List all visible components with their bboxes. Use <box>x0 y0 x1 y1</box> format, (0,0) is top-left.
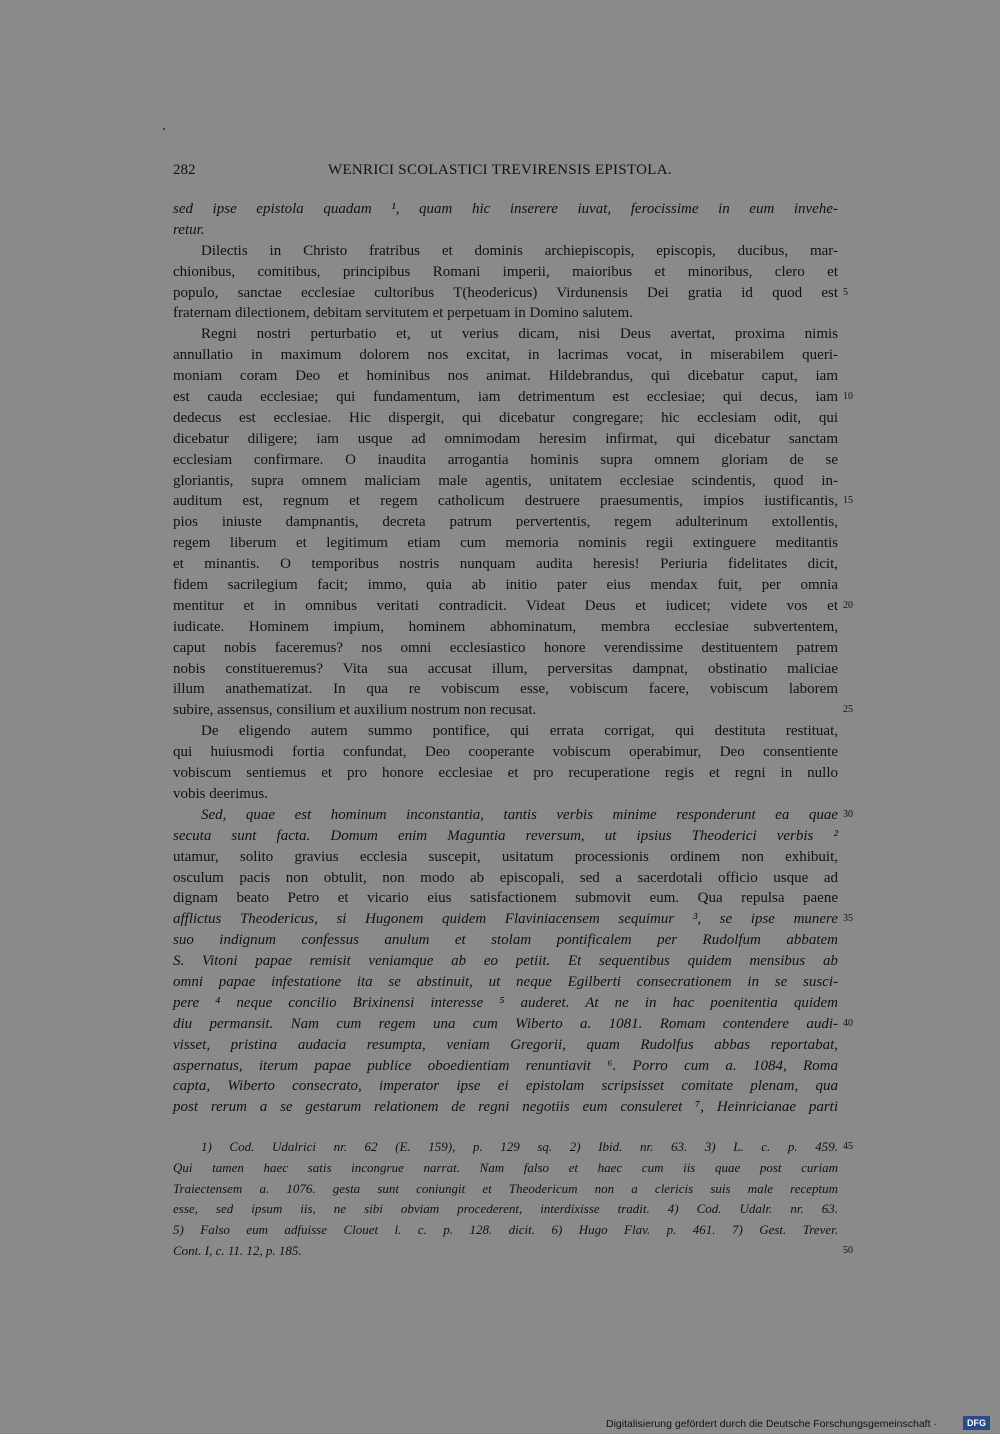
text-line <box>173 993 838 1014</box>
line-number: 25 <box>843 704 853 716</box>
line-text: qui huiusmodi fortia confundat, Deo cooperante vobiscum operabimur, Deo consentiente <box>173 744 838 761</box>
line-text: Sed, quae est hominum inconstantia, tantis verbis minime responderunt ea quae <box>201 806 838 823</box>
text-line <box>173 951 838 972</box>
text-line <box>173 930 838 951</box>
footnotes <box>173 1137 853 1262</box>
line-text: annullatio in maximum dolorem nos excitat, in lacrimas vocat, in miserabilem queri- <box>173 347 838 364</box>
dfg-credit: Digitalisierung gefördert durch die Deutsche Forschungsgemeinschaft · <box>606 1418 937 1430</box>
text-line <box>173 638 838 659</box>
text-line <box>173 220 838 241</box>
line-number: 10 <box>843 391 853 403</box>
footnote-line <box>173 1137 853 1158</box>
text-line <box>173 1035 838 1056</box>
text-line <box>173 742 838 763</box>
speck <box>163 128 165 130</box>
text-line <box>173 324 838 345</box>
line-number: 35 <box>843 913 853 925</box>
text-line <box>173 1056 838 1077</box>
line-text: pios iniuste dampnantis, decreta patrum pervertentis, regem adulterinum extollentis, <box>173 514 838 531</box>
line-text: aspernatus, iterum papae publice oboedientiam renuntiavit ⁶. Porro cum a. 1084, Roma <box>173 1057 838 1074</box>
line-text: visset, pristina audacia resumpta, veniam Gregorii, quam Rudolfus abbas reportabat, <box>173 1036 838 1053</box>
text-line <box>173 575 838 596</box>
line-text: auditum est, regnum et regem catholicum destruere praesumentis, impios iustificantis, <box>173 493 838 510</box>
line-text: Qui tamen haec satis incongrue narrat. Nam falso et haec cum iis quae post curiam <box>173 1159 838 1175</box>
text-line <box>173 617 838 638</box>
text-line <box>173 366 838 387</box>
line-text: Dilectis in Christo fratribus et dominis archiepiscopis, episcopis, ducibus, mar- <box>201 242 838 259</box>
footnote-line <box>173 1220 838 1241</box>
line-text: subire, assensus, consilium et auxilium nostrum non recusat. <box>173 702 537 719</box>
text-line <box>173 554 838 575</box>
line-text: 5) Falso eum adfuisse Clouet l. c. p. 128. dicit. 6) Hugo Flav. p. 461. 7) Gest. Trever. <box>173 1222 838 1238</box>
text-line <box>173 888 838 909</box>
line-text: populo, sanctae ecclesiae cultoribus T(heodericus) Virdunensis Dei gratia id quod est <box>173 284 838 301</box>
text-line <box>173 763 838 784</box>
text-line <box>173 721 838 742</box>
text-line <box>173 1076 838 1097</box>
line-text: esse, sed ipsum iis, ne sibi obviam procederent, interdixisse tradit. 4) Cod. Udalr. nr. 63. <box>173 1201 838 1217</box>
running-title: WENRICI SCOLASTICI TREVIRENSIS EPISTOLA. <box>328 162 672 178</box>
text-line <box>173 909 853 930</box>
line-number: 20 <box>843 599 853 611</box>
line-text: vobiscum sentiemus et pro honore ecclesiae et pro recuperatione regis et regni in nullo <box>173 765 838 782</box>
line-text: gloriantis, supra omnem maliciam male agentis, unitatem ecclesiae scindentis, quod in- <box>173 472 838 489</box>
line-number: 45 <box>843 1141 853 1152</box>
page-header <box>173 162 838 184</box>
text-line <box>173 868 838 889</box>
text-line <box>173 408 838 429</box>
line-text: Cont. I, c. 11. 12, p. 185. <box>173 1242 302 1258</box>
text-line <box>173 471 838 492</box>
text-line <box>173 659 838 680</box>
text-line <box>173 847 838 868</box>
line-text: et minantis. O temporibus nostris nunquam audita heresis! Periuria fidelitates dicit, <box>173 556 838 573</box>
line-text: vobis deerimus. <box>173 785 268 802</box>
text-line <box>173 450 838 471</box>
line-number: 40 <box>843 1017 853 1029</box>
line-number: 15 <box>843 495 853 507</box>
text-line <box>173 826 838 847</box>
text-line <box>173 303 838 324</box>
line-text: dignam beato Petro et vicario eius satisfactionem submovit eum. Qua repulsa paene <box>173 890 838 907</box>
text-line <box>173 387 853 408</box>
line-text: caput nobis faceremus? nos omni ecclesiastico honore verendissime destituentem patrem <box>173 639 838 656</box>
line-number: 50 <box>843 1244 853 1256</box>
line-text: chionibus, comitibus, principibus Romani imperii, maioribus et minoribus, clero et <box>173 263 838 280</box>
line-text: suo indignum confessus anulum et stolam pontificalem per Rudolfum abbatem <box>173 932 838 949</box>
text-line <box>173 533 838 554</box>
line-text: Traiectensem a. 1076. gesta sunt coniungit et Theodericum non a clericis suis male receptum <box>173 1180 838 1196</box>
line-number: 5 <box>843 286 848 298</box>
text-line <box>173 241 838 262</box>
text-line <box>173 491 853 512</box>
line-text: retur. <box>173 221 205 238</box>
line-text: fidem sacrilegium facit; immo, quia ab initio pater eius mendax fuit, per omnia <box>173 577 838 594</box>
line-text: osculum pacis non obtulit, non modo ab episcopali, sed a sacerdotali officio usque ad <box>173 869 838 886</box>
text-line <box>173 596 853 617</box>
text-line <box>173 199 838 220</box>
line-text: mentitur et in omnibus veritati contradicit. Videat Deus et iudicet; videte vos et <box>173 597 838 614</box>
text-line <box>173 972 838 993</box>
footnote-line <box>173 1179 838 1200</box>
line-text: post rerum a se gestarum relationem de regni negotiis eum consuleret ⁷, Heinricianae parti <box>173 1099 838 1116</box>
line-text: utamur, solito gravius ecclesia suscepit, usitatum processionis ordinem non exhibuit, <box>173 848 838 865</box>
line-text: sed ipse epistola quadam ¹, quam hic inserere iuvat, ferocissime in eum invehe- <box>173 201 838 217</box>
line-text: S. Vitoni papae remisit veniamque ab eo petiit. Et sequentibus quidem mensibus ab <box>173 953 838 970</box>
text-line <box>173 784 838 805</box>
line-text: illum anathematizat. In qua re vobiscum esse, vobiscum facere, vobiscum laborem <box>173 681 838 698</box>
footnote-line <box>173 1241 853 1262</box>
line-text: pere ⁴ neque concilio Brixinensi interesse ⁵ auderet. At ne in hac poenitentia quidem <box>173 994 838 1011</box>
line-text: Regni nostri perturbatio et, ut verius dicam, nisi Deus avertat, proxima nimis <box>201 326 838 343</box>
dfg-logo-icon: DFG <box>963 1416 990 1430</box>
line-text: iudicate. Hominem impium, hominem abhominatum, membra ecclesiae subvertentem, <box>173 618 838 635</box>
footnote-line <box>173 1158 838 1179</box>
line-text: fraternam dilectionem, debitam servitutem et perpetuam in Domino salutem. <box>173 305 633 322</box>
page-number: 282 <box>173 162 196 178</box>
text-line <box>173 283 848 304</box>
line-text: moniam coram Deo et hominibus nos animat. Hildebrandus, qui dicebatur caput, iam <box>173 368 838 385</box>
line-text: est cauda ecclesiae; qui fundamentum, iam detrimentum est ecclesiae; qui decus, iam <box>173 389 838 406</box>
line-text: regem liberum et legitimum etiam cum memoria nominis regii extinguere meditantis <box>173 535 838 552</box>
line-text: dicebatur diligere; iam usque ad omnimodam heresim infirmat, qui dicebatur sanctam <box>173 430 838 447</box>
line-text: afflictus Theodericus, si Hugonem quidem Flaviniacensem sequimur ³, se ipse munere <box>173 911 838 928</box>
line-text: dedecus est ecclesiae. Hic dispergit, qui dicebatur congregare; hic ecclesiam odit, qui <box>173 409 838 426</box>
text-line <box>173 1097 838 1118</box>
text-line <box>173 262 838 283</box>
line-text: De eligendo autem summo pontifice, qui errata corrigat, qui destituta restituat, <box>201 723 838 740</box>
line-text: ecclesiam confirmare. O inaudita arrogantia hominis supra omnem gloriam de se <box>173 451 838 468</box>
line-number: 30 <box>843 808 853 820</box>
footnote-line <box>173 1199 838 1220</box>
text-line <box>173 679 838 700</box>
body-text <box>173 199 853 1118</box>
line-text: diu permansit. Nam cum regem una cum Wiberto a. 1081. Romam contendere audi- <box>173 1015 838 1032</box>
text-line <box>173 429 838 450</box>
text-line <box>173 700 853 721</box>
line-text: 1) Cod. Udalrici nr. 62 (E. 159), p. 129 sq. 2) Ibid. nr. 63. 3) L. c. p. 459. <box>201 1139 838 1154</box>
line-text: capta, Wiberto consecrato, imperator ipse ei epistolam scripsisset comitate plenam, qua <box>173 1078 838 1095</box>
text-line <box>173 805 853 826</box>
text-line <box>173 345 838 366</box>
text-line <box>173 1014 853 1035</box>
line-text: secuta sunt facta. Domum enim Maguntia reversum, ut ipsius Theoderici verbis ² <box>173 827 838 844</box>
line-text: nobis constitueremus? Vita sua accusat illum, perversitas dampnat, obstinatio maliciae <box>173 660 838 677</box>
text-line <box>173 512 838 533</box>
line-text: omni papae infestatione ita se abstinuit, ut neque Egilberti consecrationem in se susci- <box>173 973 838 990</box>
